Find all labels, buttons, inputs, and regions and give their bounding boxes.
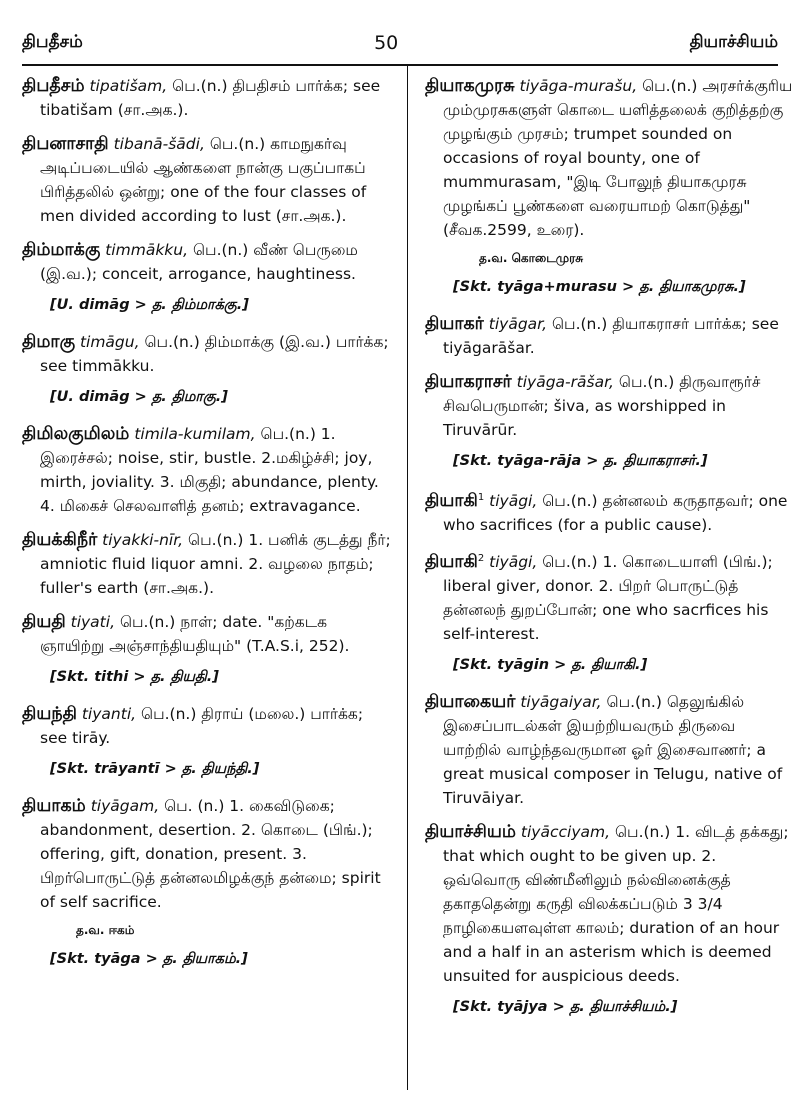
etymology: [Skt. trāyantī > த. தியந்தி.] bbox=[50, 761, 260, 777]
definition: பெ.(n.) வீண் பெருமை (இ.வ.); conceit, arrogance, haughtiness. bbox=[40, 241, 358, 283]
headword: தியதி bbox=[22, 612, 66, 632]
headword: தியந்தி bbox=[22, 704, 77, 724]
entry-tiyakkinir bbox=[22, 528, 394, 600]
column-divider bbox=[407, 66, 408, 1090]
headword: தியாச்சியம் bbox=[425, 822, 516, 843]
etymology: [U. dimāg > த. திமாகு.] bbox=[50, 389, 228, 405]
definition: பெ.(n.) தியாகராசர் பார்க்க; see tiyāgarāšar. bbox=[443, 315, 779, 357]
transliteration: tiyāgaiyar, bbox=[520, 693, 602, 712]
definition: பெ.(n.) 1. பனிக் குடத்து நீர்; amniotic fluid liquor amni. 2. வழலை நாதம்; fuller's earth (சா.அக.). bbox=[40, 531, 391, 597]
entry-tiyagam bbox=[22, 794, 394, 970]
entry-timagu bbox=[22, 330, 394, 408]
headword: திபதீசம் bbox=[22, 76, 85, 96]
etymology: [Skt. tyāga-rāja > த. தியாகராசர்.] bbox=[453, 453, 708, 469]
page-number: 50 bbox=[374, 32, 399, 54]
etymology: [Skt. tyāga > த. தியாகம்.] bbox=[50, 951, 248, 967]
transliteration: tiyanti, bbox=[81, 705, 137, 723]
tamil-equivalent: த.வ. கொடைமுரசு bbox=[479, 251, 584, 265]
definition: பெ.(n.) காமநுகர்வு அடிப்படையில் ஆண்களை நான்கு பகுப்பாகப் பிரித்தலில் ஒன்று; one of the four classes of men divided according to lust (சா.அக.). bbox=[40, 135, 367, 225]
transliteration: tiyāga-murašu, bbox=[519, 77, 638, 95]
entry-tiyanti bbox=[22, 702, 394, 780]
headword: தியாகம் bbox=[22, 796, 86, 816]
entry-tiyagar bbox=[425, 312, 797, 360]
definition: பெ. (n.) 1. கைவிடுகை; abandonment, desertion. 2. கொடை (பிங்.); offering, gift, donation, present. 3. பிறர்பொருட்டுத் தன்னலமிழக்குந் தன்மை; spirit of self sacrifice. bbox=[40, 797, 381, 911]
running-head-right: தியாச்சியம் bbox=[689, 32, 778, 52]
transliteration: timila-kumilam, bbox=[134, 425, 256, 443]
left-column bbox=[22, 74, 394, 984]
headword: தியாகமுரசு bbox=[425, 76, 515, 96]
etymology: [Skt. tyājya > த. தியாச்சியம்.] bbox=[453, 999, 678, 1016]
entry-tiyagaiyar bbox=[425, 690, 797, 810]
transliteration: tipatišam, bbox=[89, 77, 168, 95]
headword: திபனாசாதி bbox=[22, 134, 109, 154]
headword: திம்மாக்கு bbox=[22, 240, 101, 260]
header-rule bbox=[22, 64, 778, 66]
definition: பெ.(n.) 1. இரைச்சல்; noise, stir, bustle. 2.மகிழ்ச்சி; joy, mirth, joviality. 3. மிகுதி; abundance, plenty. 4. மிகைச் செலவாளித் தனம்; extravagance. bbox=[40, 425, 379, 515]
definition: பெ.(n.) திம்மாக்கு (இ.வ.) பார்க்க; see timmākku. bbox=[40, 333, 389, 375]
entry-tipatisam bbox=[22, 74, 394, 122]
entry-timmakku bbox=[22, 238, 394, 316]
headword: திமிலகுமிலம் bbox=[22, 424, 130, 444]
definition: பெ.(n.) 1. கொடையாளி (பிங்.); liberal giver, donor. 2. பிறர் பொருட்டுத் தன்னலந் துறப்போன்; one who sacrfices his self-interest. bbox=[443, 553, 773, 644]
entry-timilakumilam bbox=[22, 422, 394, 518]
transliteration: tiyati, bbox=[70, 613, 115, 631]
headword: தியாகி bbox=[425, 552, 478, 573]
headword: தியாகி bbox=[425, 491, 478, 512]
etymology: [U. dimāg > த. திம்மாக்கு.] bbox=[50, 297, 249, 313]
transliteration: tiyāgam, bbox=[90, 797, 160, 815]
etymology: [Skt. tithi > த. தியதி.] bbox=[50, 669, 219, 685]
definition: பெ.(n.) திபதிசம் பார்க்க; see tibatišam (சா.அக.). bbox=[40, 77, 381, 119]
transliteration: tiyāgi, bbox=[489, 492, 538, 511]
entry-tiyagi-2 bbox=[425, 547, 797, 676]
transliteration: tiyāgi, bbox=[489, 553, 538, 572]
definition: பெ.(n.) திருவாரூர்ச் சிவபெருமான்; šiva, as worshipped in Tiruvārūr. bbox=[443, 373, 761, 439]
definition: பெ.(n.) 1. விடத் தக்கது; that which ought to be given up. 2. ஒவ்வொரு விண்மீனிலும் நல்வினைக்குத் தகாததென்று கருதி விலக்கப்படும் 3 3/4 நாழிகையளவுள்ள காலம்; duration of an hour and a half in an asterism which is deemed unsuited for auspicious deeds. bbox=[443, 823, 789, 986]
definition: பெ.(n.) அரசர்க்குரிய மும்முரசுகளுள் கொடை யளித்தலைக் குறித்தற்கு முழங்கும் முரசம்; trumpet sounded on occasions of royal bounty, one of mummurasam, "இடி போலுந் தியாகமுரசு முழங்கப் பூண்களை வரையாமற் கொடுத்து" (சீவக.2599, உரை). bbox=[443, 77, 793, 239]
running-head-left: திபதீசம் bbox=[22, 32, 83, 52]
definition: பெ.(n.) திராய் (மலை.) பார்க்க; see tirāy. bbox=[40, 705, 364, 747]
homonym-number: 1 bbox=[477, 492, 485, 503]
definition: பெ.(n.) தன்னலம் கருதாதவர்; one who sacrifices (for a public cause). bbox=[443, 492, 788, 535]
entry-tibanasadi bbox=[22, 132, 394, 228]
headword: தியாகர் bbox=[425, 314, 484, 334]
entry-tiyagi-1 bbox=[425, 486, 797, 537]
headword: தியாகராசர் bbox=[425, 372, 512, 392]
right-column bbox=[425, 74, 797, 1032]
transliteration: tiyāga-rāšar, bbox=[516, 373, 614, 391]
transliteration: timāgu, bbox=[79, 333, 140, 351]
transliteration: tibanā-šādi, bbox=[113, 135, 205, 153]
entry-tiyagamurasu bbox=[425, 74, 797, 298]
headword: தியாகையர் bbox=[425, 692, 516, 713]
entry-tiyagarasar bbox=[425, 370, 797, 472]
etymology: [Skt. tyāga+murasu > த. தியாகமுரசு.] bbox=[453, 279, 746, 295]
transliteration: timmākku, bbox=[105, 241, 189, 259]
entry-tiyacciyam bbox=[425, 820, 797, 1018]
homonym-number: 2 bbox=[477, 553, 485, 565]
entry-tiyati bbox=[22, 610, 394, 688]
headword: திமாகு bbox=[22, 332, 76, 352]
transliteration: tiyācciyam, bbox=[520, 823, 611, 842]
tamil-equivalent: த.வ. ஈகம் bbox=[76, 923, 135, 937]
definition: பெ.(n.) நாள்; date. "கற்கடக ஞாயிற்று அஞ்சாந்தியதியும்" (T.A.S.i, 252). bbox=[40, 613, 350, 655]
transliteration: tiyakki-nīr, bbox=[102, 531, 184, 549]
running-head bbox=[22, 18, 778, 54]
etymology: [Skt. tyāgin > த. தியாகி.] bbox=[453, 657, 648, 674]
headword: தியக்கிநீர் bbox=[22, 530, 98, 550]
definition: பெ.(n.) தெலுங்கில் இசைப்பாடல்கள் இயற்றியவரும் திருவை யாற்றில் வாழ்ந்தவருமான ஓர் இசைவாணர்; a great musical composer in Telugu, native of Tiruvāiyar. bbox=[443, 693, 783, 808]
transliteration: tiyāgar, bbox=[488, 315, 548, 333]
